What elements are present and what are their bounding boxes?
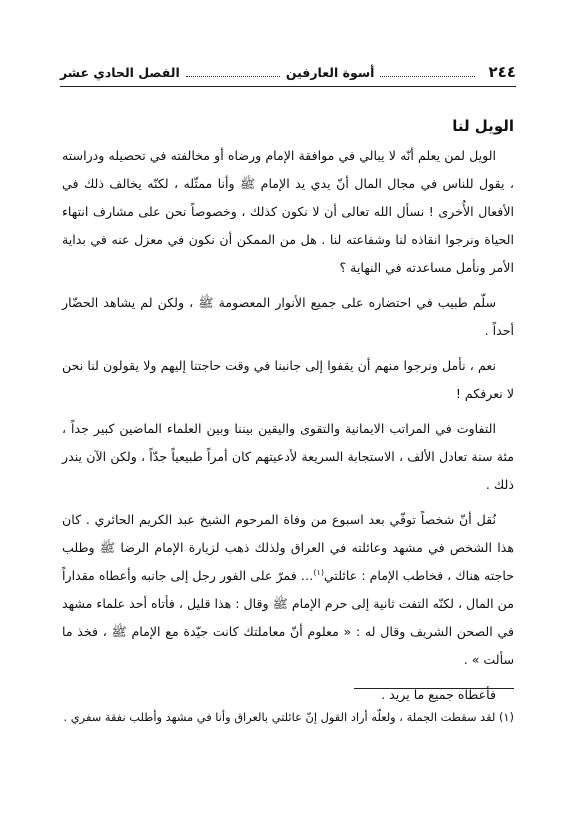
page-number: ٢٤٤ [488, 63, 516, 81]
footnote: (١) لقد سقطت الجملة ، ولعلّه أراد القول إنّ عائلتي بالعراق وأنا في مشهد وأطلب نفقة سفري . [63, 710, 514, 724]
paragraph: فأعطاه جميع ما يريد . [381, 687, 496, 702]
paragraph-text: … فمرّ على الفور رجل إلى جانبه وأعطاه مقداراً من المال ، لكنّه التفت ثانية إلى حرم الإمام ﷺ وقال : هذا قليل ، فأتاه أحد علماء مشهد في الصحن الشريف وقال له : « معلوم أنّ معاملتك كانت جيّدة مع الإمام ﷺ ، فخذ ما سألت » . [62, 568, 514, 667]
page-body [62, 112, 514, 709]
book-title: أسوة العارفين [285, 64, 375, 80]
header-rule [60, 86, 516, 87]
paragraph: الويل لمن يعلم أنّه لا يبالي في موافقة الإمام ورضاه أو مخالفته في تحصيله ودراسته ، يقول للناس في مجال المال أنّ يدي يد الإمام ﷺ وأنا ممثّله ، لكنّه يخالف ذلك في الأفعال الأُخرى ! نسأل الله تعالى أن لا نكون كذلك ، وخصوصاً نحن على مشارف انتهاء الحياة ونرجوا انقاذه لنا وشفاعته لنا . هل من الممكن أن نكون في معزل عنه في بداية الأمر ونأمل مساعدته في النهاية ؟ [62, 148, 514, 275]
paragraph: سلّم طبيب في احتضاره على جميع الأنوار المعصومة ﷺ ، ولكن لم يشاهد الحضّار أحداً . [62, 295, 514, 338]
paragraph-text: نُقل أنّ شخصاً توفّي بعد اسبوع من وفاة المرحوم الشيخ عبد الكريم الحائري . كان هذا الشخص في مشهد وعائلته في العراق ولذلك ذهب لزيارة الإمام الرضا ﷺ وطلب حاجته هناك ، فخاطب الإمام : عائلتي [62, 512, 514, 583]
footnote-reference: (١) [313, 567, 324, 577]
paragraph: التفاوت في المراتب الايمانية والتقوى واليقين بيننا وبين العلماء الماضين كبير جداً ، مئة سنة تعادل الألف ، الاستجابة السريعة لأدعيتهم كان أمراً طبيعياً جدّاً ، ولكن الآن يندر ذلك . [62, 421, 514, 492]
header-dot-leader [380, 76, 474, 77]
section-title: الويل لنا [452, 117, 514, 135]
header-dot-leader [186, 76, 280, 77]
paragraph [62, 506, 514, 674]
running-header [60, 60, 516, 84]
paragraph: نعم ، نأمل ونرجوا منهم أن يقفوا إلى جانبنا في وقت حاجتنا إليهم ولا يقولون لنا نحن لا نعرفكم ! [62, 358, 514, 401]
footnote-separator [354, 688, 514, 689]
chapter-title: الفصل الحادي عشر [59, 64, 180, 80]
